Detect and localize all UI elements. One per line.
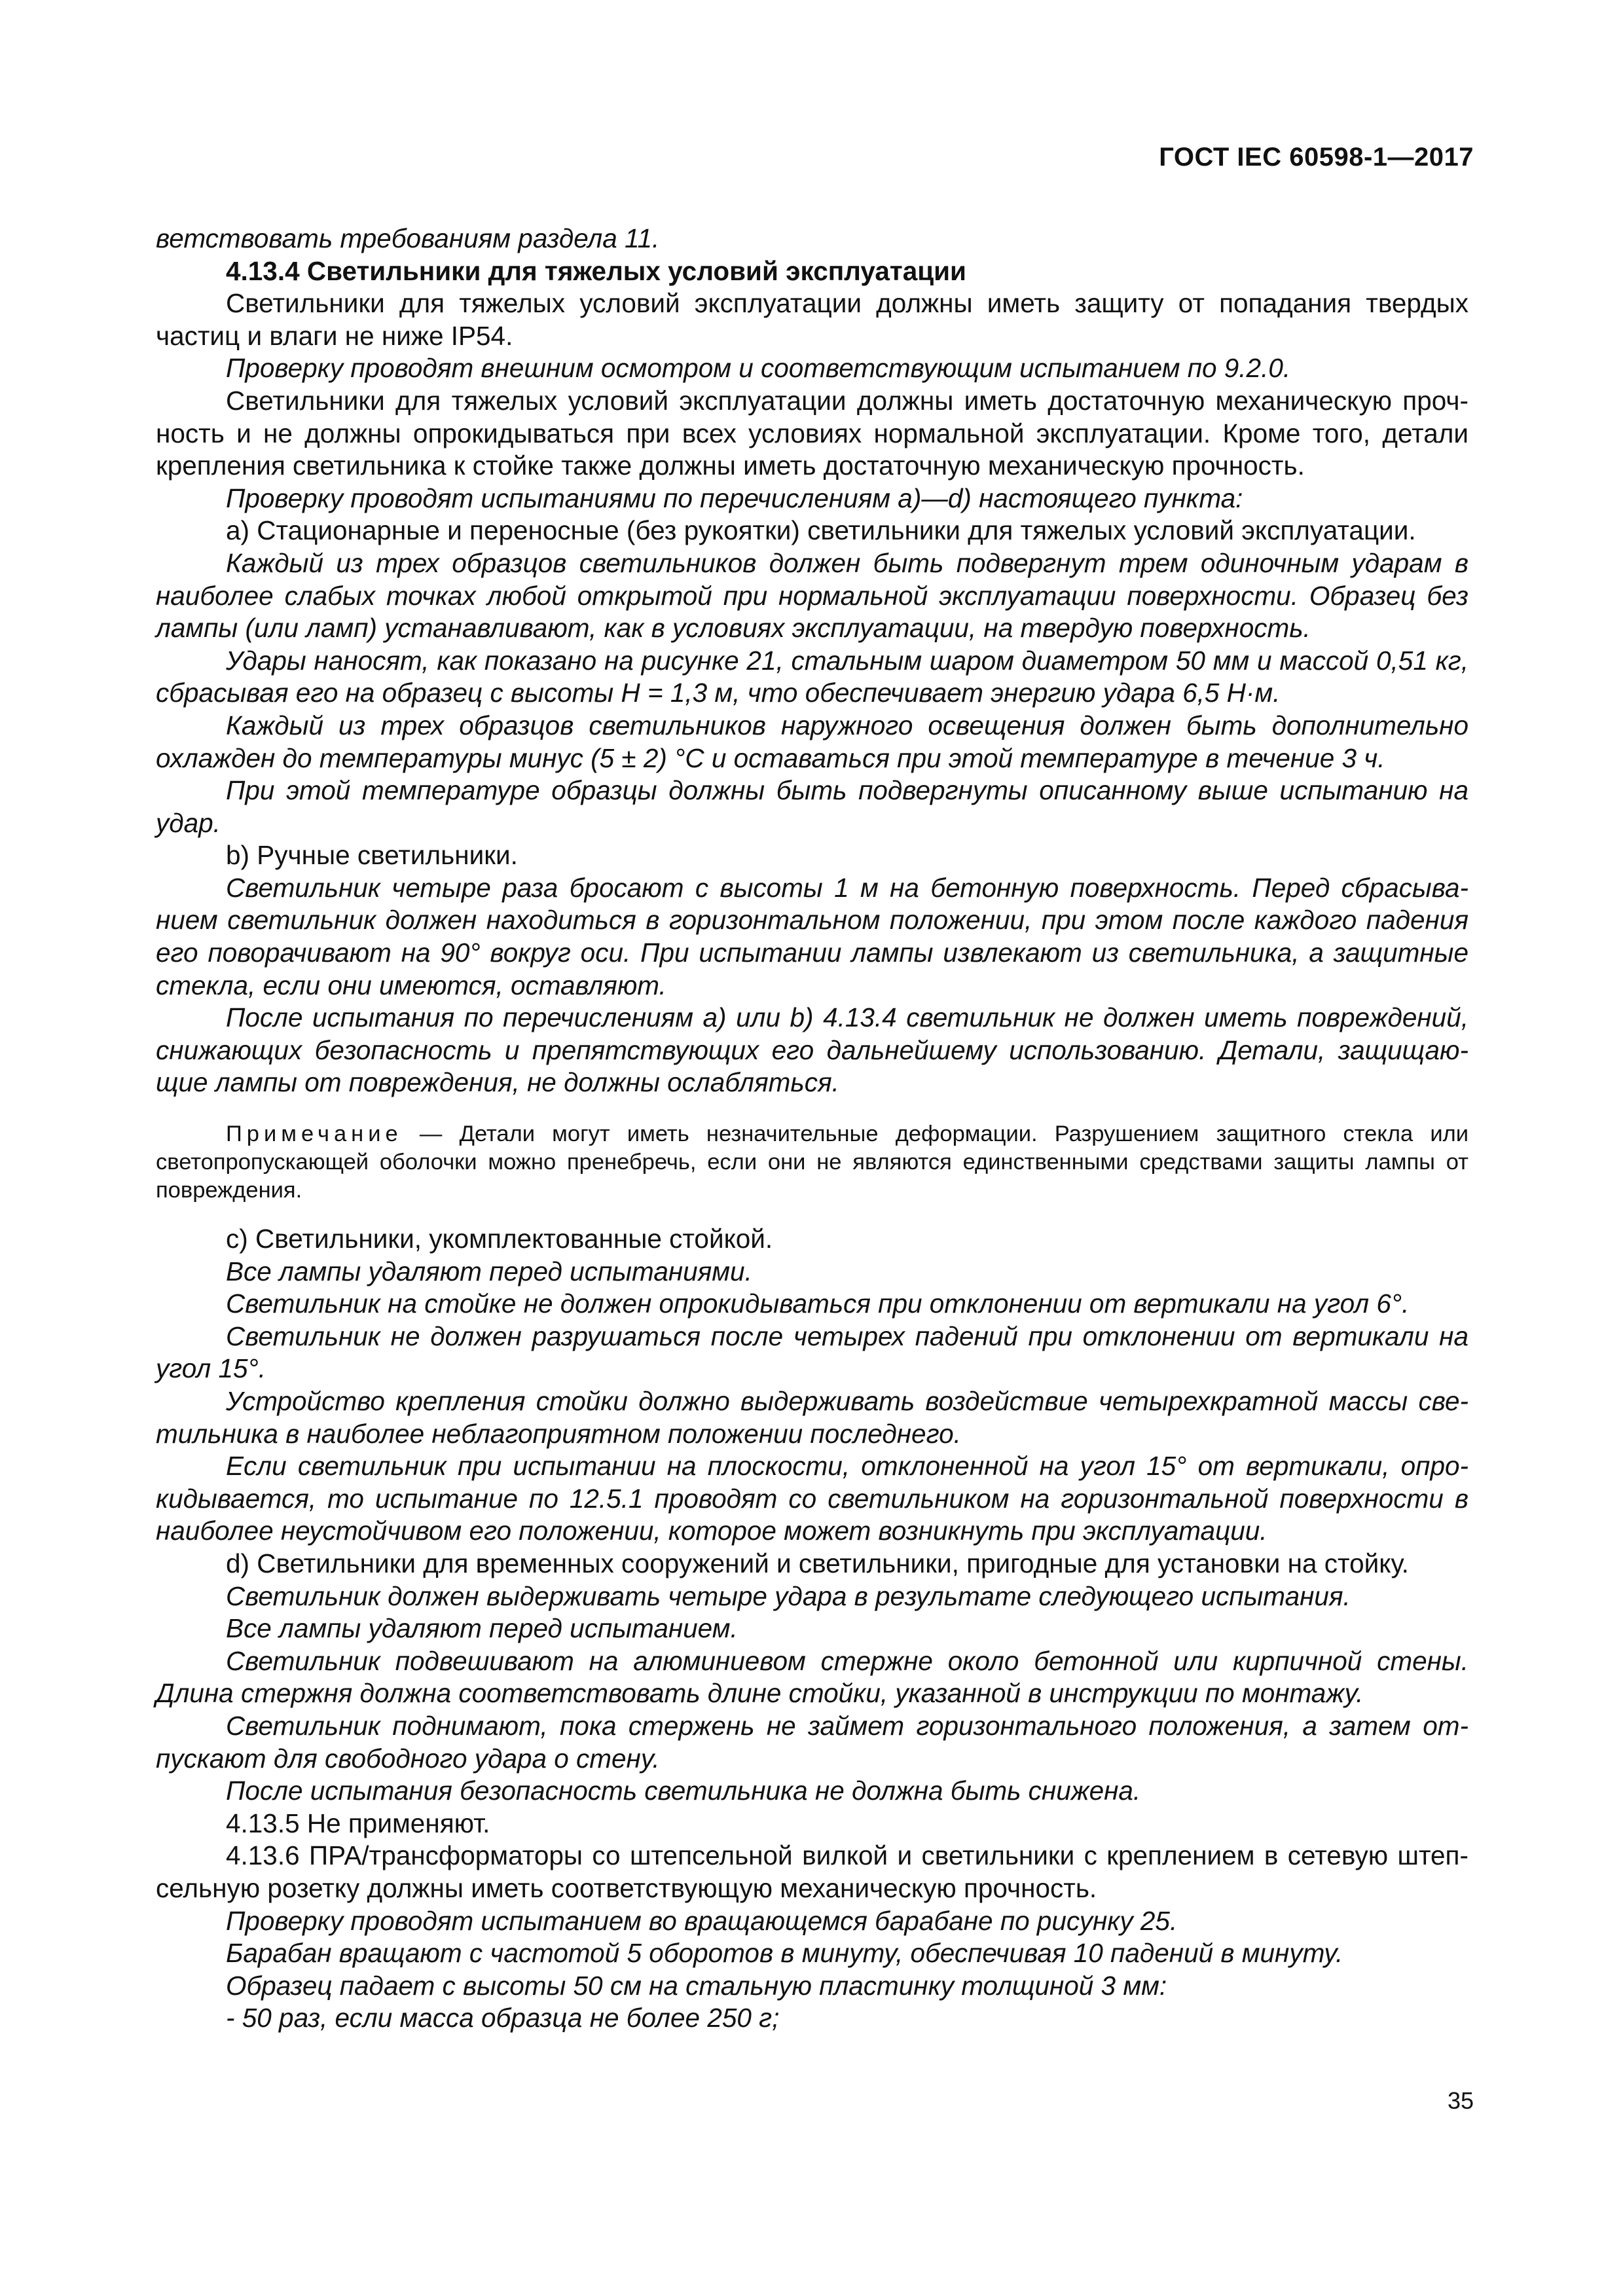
- note-text: — Детали могут иметь незначительные деформации. Разрушением защитного стекла или светопропускающей оболочки можно пренебречь, если они не являются единственными средствами защиты лампы от повреждения.: [156, 1121, 1468, 1203]
- list-item: d) Светильники для временных сооружений и светильники, пригодные для установки на стойку.: [226, 1548, 1409, 1578]
- paragraph: Все лампы удаляют перед испытаниями.: [226, 1256, 752, 1286]
- paragraph: Образец падает с высоты 50 см на стальную пластинку толщиной 3 мм:: [226, 1970, 1167, 2001]
- list-item: - 50 раз, если масса образца не более 250 г;: [226, 2003, 780, 2033]
- paragraph: Если светильник при испытании на плоскости, отклоненной на угол 15° от вертикали, опрокидывается, то испытание по 12.5.1 проводят со светильником на горизонтальной поверхности в наиболее неустойчивом его положении, которое может возникнуть при эксплуатации.: [156, 1451, 1468, 1546]
- paragraph: Каждый из трех образцов светильников наружного освещения должен быть дополнительно охлажден до температуры минус (5 ± 2) °С и оставаться при этой температуре в течение 3 ч.: [156, 710, 1468, 773]
- section-heading: 4.13.5 Не применяют.: [226, 1808, 490, 1838]
- paragraph: При этой температуре образцы должны быть подвергнуты описанному выше испытанию на удар.: [156, 775, 1468, 838]
- paragraph: Светильник четыре раза бросают с высоты 1 м на бетонную поверхность. Перед сбрасыванием светильник должен находиться в горизонтальном положении, при этом после каждого падения его поворачивают на 90° вокруг оси. При испытании лампы извлекают из светильника, а защитные стекла, если они имеются, оставляют.: [156, 872, 1468, 1000]
- document-body: [156, 223, 1468, 2035]
- note-label: Примечание: [226, 1121, 403, 1147]
- section-heading: 4.13.4 Светильники для тяжелых условий эксплуатации: [226, 255, 966, 286]
- list-item: b) Ручные светильники.: [226, 840, 518, 871]
- paragraph: Светильник поднимают, пока стержень не займет горизонтального положения, а затем отпускают для свободного удара о стену.: [156, 1710, 1468, 1774]
- page-number: 35: [1447, 2087, 1474, 2114]
- paragraph: После испытания безопасность светильника не должна быть снижена.: [226, 1776, 1141, 1806]
- paragraph: Проверку проводят испытаниями по перечислениям а)—d) настоящего пункта:: [226, 483, 1243, 513]
- paragraph: Проверку проводят внешним осмотром и соответствующим испытанием по 9.2.0.: [226, 353, 1291, 384]
- document-header: ГОСТ IEC 60598-1—2017: [1159, 143, 1474, 172]
- paragraph: ветствовать требованиям раздела 11.: [156, 223, 660, 253]
- list-item: с) Светильники, укомплектованные стойкой.: [226, 1224, 773, 1254]
- paragraph: Удары наносят, как показано на рисунке 21, стальным шаром диаметром 50 мм и массой 0,51 кг, сбрасывая его на образец с высоты Н = 1,3 м, что обеспечивает энергию удара 6,5 Н·м.: [156, 645, 1468, 708]
- paragraph: Светильники для тяжелых условий эксплуатации должны иметь достаточную механическую прочность и не должны опрокидываться при всех условиях нормальной эксплуатации. Кроме того, детали крепления светильника к стойке также должны иметь достаточную механическую прочность.: [156, 385, 1468, 481]
- note: [156, 1120, 1468, 1205]
- paragraph: Каждый из трех образцов светильников должен быть подвергнут трем одиночным ударам в наиболее слабых точках любой открытой при нормальной эксплуатации поверхности. Образец без лампы (или ламп) устанавливают, как в условиях эксплуатации, на твердую поверхность.: [156, 547, 1468, 644]
- paragraph: Барабан вращают с частотой 5 оборотов в минуту, обеспечивая 10 падений в минуту.: [226, 1938, 1343, 1969]
- paragraph: Светильник должен выдерживать четыре удара в результате следующего испытания.: [226, 1580, 1351, 1611]
- list-item: а) Стационарные и переносные (без рукоятки) светильники для тяжелых условий эксплуатации.: [226, 515, 1416, 546]
- paragraph: 4.13.6 ПРА/трансформаторы со штепсельной вилкой и светильники с креплением в сетевую штепсельную розетку должны иметь соответствующую механическую прочность.: [156, 1840, 1468, 1903]
- paragraph: Светильник подвешивают на алюминиевом стержне около бетонной или кирпичной стены. Длина стержня должна соответствовать длине стойки, указанной в инструкции по монтажу.: [156, 1645, 1468, 1709]
- paragraph: Устройство крепления стойки должно выдерживать воздействие четырехкратной массы светильника в наиболее неблагоприятном положении последнего.: [156, 1386, 1468, 1449]
- paragraph: Проверку проводят испытанием во вращающемся барабане по рисунку 25.: [226, 1905, 1178, 1936]
- paragraph: Светильники для тяжелых условий эксплуатации должны иметь защиту от попадания твердых частиц и влаги не ниже IP54.: [156, 288, 1468, 351]
- paragraph: Светильник не должен разрушаться после четырех падений при отклонении от вертикали на угол 15°.: [156, 1321, 1468, 1384]
- paragraph: Все лампы удаляют перед испытанием.: [226, 1613, 738, 1644]
- paragraph: После испытания по перечислениям а) или b) 4.13.4 светильник не должен иметь повреждений, снижающих безопасность и препятствующих его дальнейшему использованию. Детали, защищающие лампы от повреждения, не должны ослабляться.: [156, 1002, 1468, 1098]
- paragraph: Светильник на стойке не должен опрокидываться при отклонении от вертикали на угол 6°.: [226, 1288, 1410, 1319]
